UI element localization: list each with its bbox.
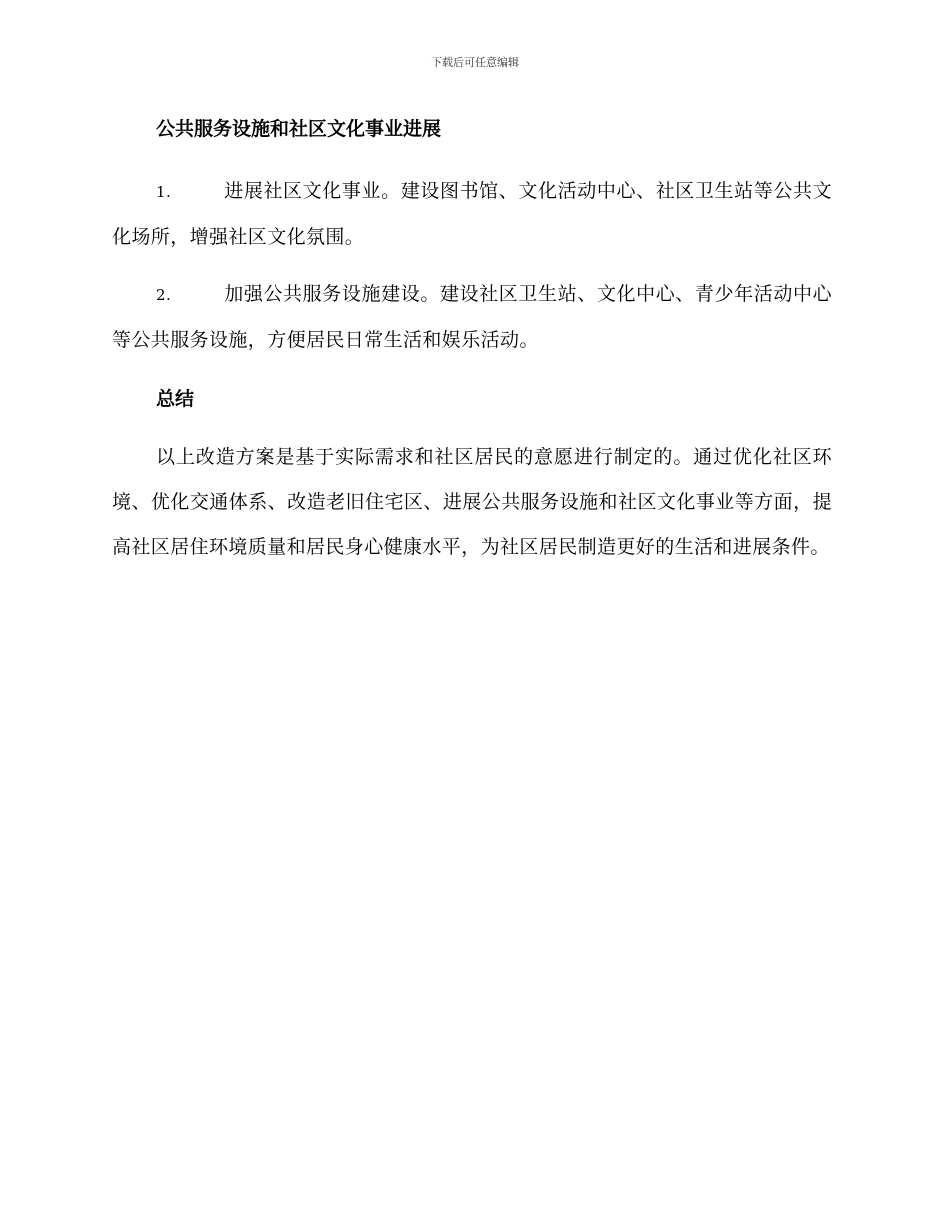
list-item-1 bbox=[112, 169, 832, 260]
list-item-text: 加强公共服务设施建设。建设社区卫生站、文化中心、青少年活动中心等公共服务设施，方便居民日常生活和娱乐活动。 bbox=[112, 283, 832, 351]
list-number: 2. bbox=[156, 286, 172, 304]
page-header-note: 下载后可任意编辑 bbox=[431, 56, 519, 69]
summary-paragraph: 以上改造方案是基于实际需求和社区居民的意愿进行制定的。通过优化社区环境、优化交通体系、改造老旧住宅区、进展公共服务设施和社区文化事业等方面，提高社区居住环境质量和居民身心健康水平，为社区居民制造更好的生活和进展条件。 bbox=[112, 446, 832, 558]
section-heading: 公共服务设施和社区文化事业进展 bbox=[156, 118, 442, 140]
list-number: 1. bbox=[156, 183, 172, 201]
document-content bbox=[112, 113, 832, 582]
list-item-text: 进展社区文化事业。建设图书馆、文化活动中心、社区卫生站等公共文化场所，增强社区文化氛围。 bbox=[112, 180, 832, 248]
list-item-2 bbox=[112, 272, 832, 363]
summary-heading: 总结 bbox=[156, 388, 195, 410]
